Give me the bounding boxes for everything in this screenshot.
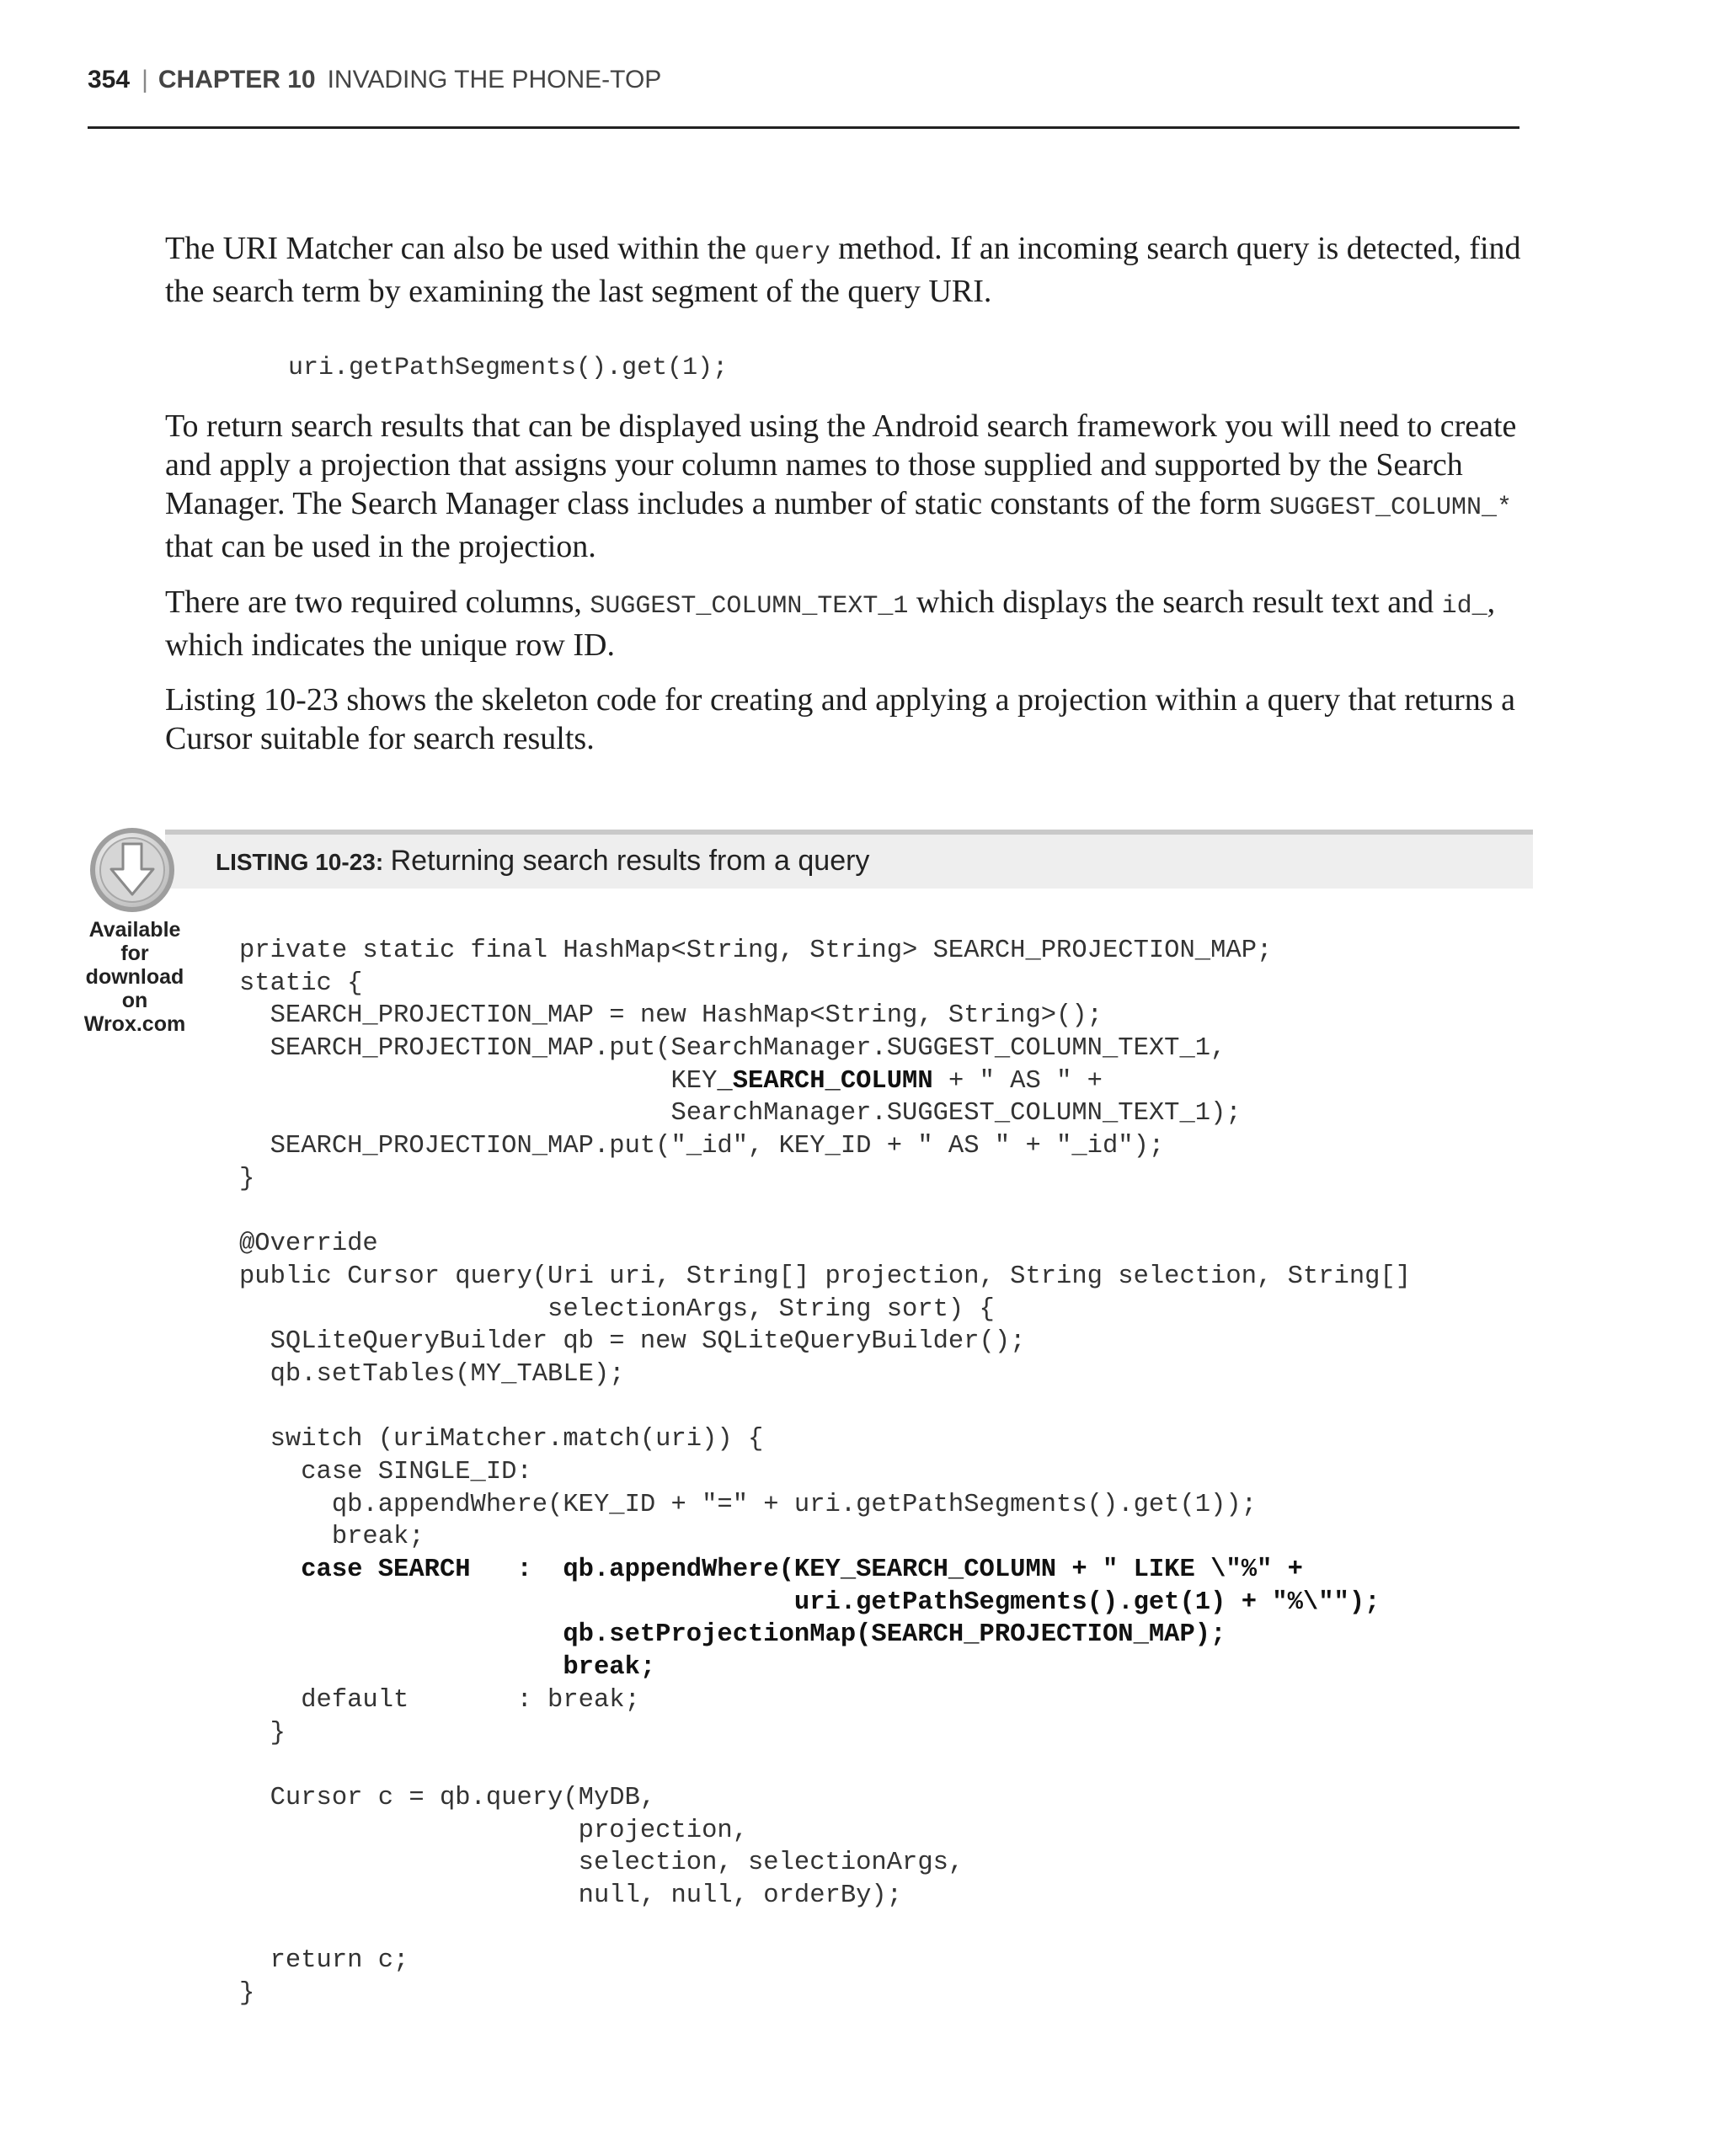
code-line <box>239 1391 1411 1424</box>
p1-inline-code: query <box>754 238 830 267</box>
p3-text-a: There are two required columns, <box>165 584 590 620</box>
p1-text-b: method. If an incoming search query is detected, find the search term by examining the last segment of the query URI. <box>165 231 1521 309</box>
code-line-bold: break; <box>239 1653 656 1683</box>
page-number: 354 <box>88 66 131 93</box>
code-line <box>239 1065 1411 1098</box>
code-line-bold: uri.getPathSegments().get(1) + "%\""); <box>239 1588 1381 1617</box>
listing-header-bar <box>165 830 1533 889</box>
code-line: return c; <box>239 1946 409 1976</box>
listing-title <box>216 845 869 878</box>
code-line: public Cursor query(Uri uri, String[] projection, String selection, String[] <box>239 1262 1412 1291</box>
code-line <box>239 1749 1411 1782</box>
code-line: selection, selectionArgs, <box>239 1849 964 1878</box>
code-line: } <box>239 1718 286 1748</box>
code-line-bold: case SEARCH : qb.appendWhere(KEY_SEARCH_COLUMN + " LIKE \"%" + <box>239 1556 1303 1585</box>
code-line <box>239 1913 1411 1945</box>
code-listing <box>239 935 1411 2010</box>
p1-text-a: The URI Matcher can also be used within the <box>165 231 755 266</box>
p2-inline-code: SUGGEST_COLUMN_* <box>1268 494 1512 522</box>
header-rule <box>88 126 1519 129</box>
header-separator: | <box>142 66 148 93</box>
p2-text-b: that can be used in the projection. <box>165 529 596 564</box>
code-line: qb.appendWhere(KEY_ID + "=" + uri.getPathSegments().get(1)); <box>239 1490 1257 1519</box>
p3-text-c: , which indicates the unique row ID. <box>165 584 1496 663</box>
code-line-bold: _SEARCH_COLUMN <box>717 1066 933 1096</box>
running-header <box>88 66 661 94</box>
code-line: SEARCH_PROJECTION_MAP = new HashMap<String, String>(); <box>239 1001 1103 1031</box>
code-line: SQLiteQueryBuilder qb = new SQLiteQueryBuilder(); <box>239 1327 1026 1357</box>
code-line: break; <box>239 1523 425 1552</box>
code-line: null, null, orderBy); <box>239 1881 903 1910</box>
paragraph-uri-matcher <box>165 229 1546 311</box>
code-line: SearchManager.SUGGEST_COLUMN_TEXT_1); <box>239 1099 1242 1129</box>
code-line: SEARCH_PROJECTION_MAP.put("_id", KEY_ID + " AS " + "_id"); <box>239 1132 1165 1161</box>
code-line: projection, <box>239 1816 748 1845</box>
download-note[interactable]: Available for download on Wrox.com <box>83 918 186 1036</box>
paragraph-projection <box>165 407 1546 566</box>
code-line: } <box>239 1979 255 2008</box>
p3-text-b: which displays the search result text and <box>908 584 1442 620</box>
code-line-prefix: KEY <box>239 1066 718 1096</box>
p3-inline-code-1: SUGGEST_COLUMN_TEXT_1 <box>590 592 909 621</box>
listing-label: LISTING 10-23: <box>216 849 384 875</box>
p2-text-a: To return search results that can be displayed using the Android search framework you will need to create and apply a projection that assigns your column names to those supplied and supported by the Search Manager. The Search Manager class includes a number of static constants of the form <box>165 408 1517 521</box>
code-line: selectionArgs, String sort) { <box>239 1294 995 1324</box>
chapter-label: CHAPTER 10 <box>158 66 316 93</box>
download-arrow-icon[interactable] <box>88 825 177 915</box>
code-line: qb.setTables(MY_TABLE); <box>239 1359 625 1389</box>
code-line: } <box>239 1164 255 1193</box>
code-line: @Override <box>239 1230 378 1259</box>
chapter-title: INVADING THE PHONE-TOP <box>327 66 662 93</box>
code-line-suffix: + " AS " + <box>932 1066 1103 1096</box>
p3-inline-code-2: id_ <box>1441 592 1487 621</box>
code-line: private static final HashMap<String, String> SEARCH_PROJECTION_MAP; <box>239 937 1273 965</box>
listing-caption: Returning search results from a query <box>390 845 870 877</box>
code-line <box>239 1196 1411 1229</box>
code-line: static { <box>239 969 363 998</box>
code-line: case SINGLE_ID: <box>239 1458 532 1486</box>
paragraph-required-columns <box>165 583 1546 664</box>
code-line: Cursor c = qb.query(MyDB, <box>239 1783 656 1812</box>
code-snippet: uri.getPathSegments().get(1); <box>288 354 729 382</box>
code-line: default : break; <box>239 1685 640 1715</box>
code-line: SEARCH_PROJECTION_MAP.put(SearchManager.SUGGEST_COLUMN_TEXT_1, <box>239 1034 1226 1064</box>
code-line: switch (uriMatcher.match(uri)) { <box>239 1425 764 1454</box>
code-line-bold: qb.setProjectionMap(SEARCH_PROJECTION_MAP); <box>239 1620 1226 1650</box>
paragraph-listing-intro: Listing 10-23 shows the skeleton code for creating and applying a projection within a query that returns a Cursor suitable for search results. <box>165 682 1515 756</box>
